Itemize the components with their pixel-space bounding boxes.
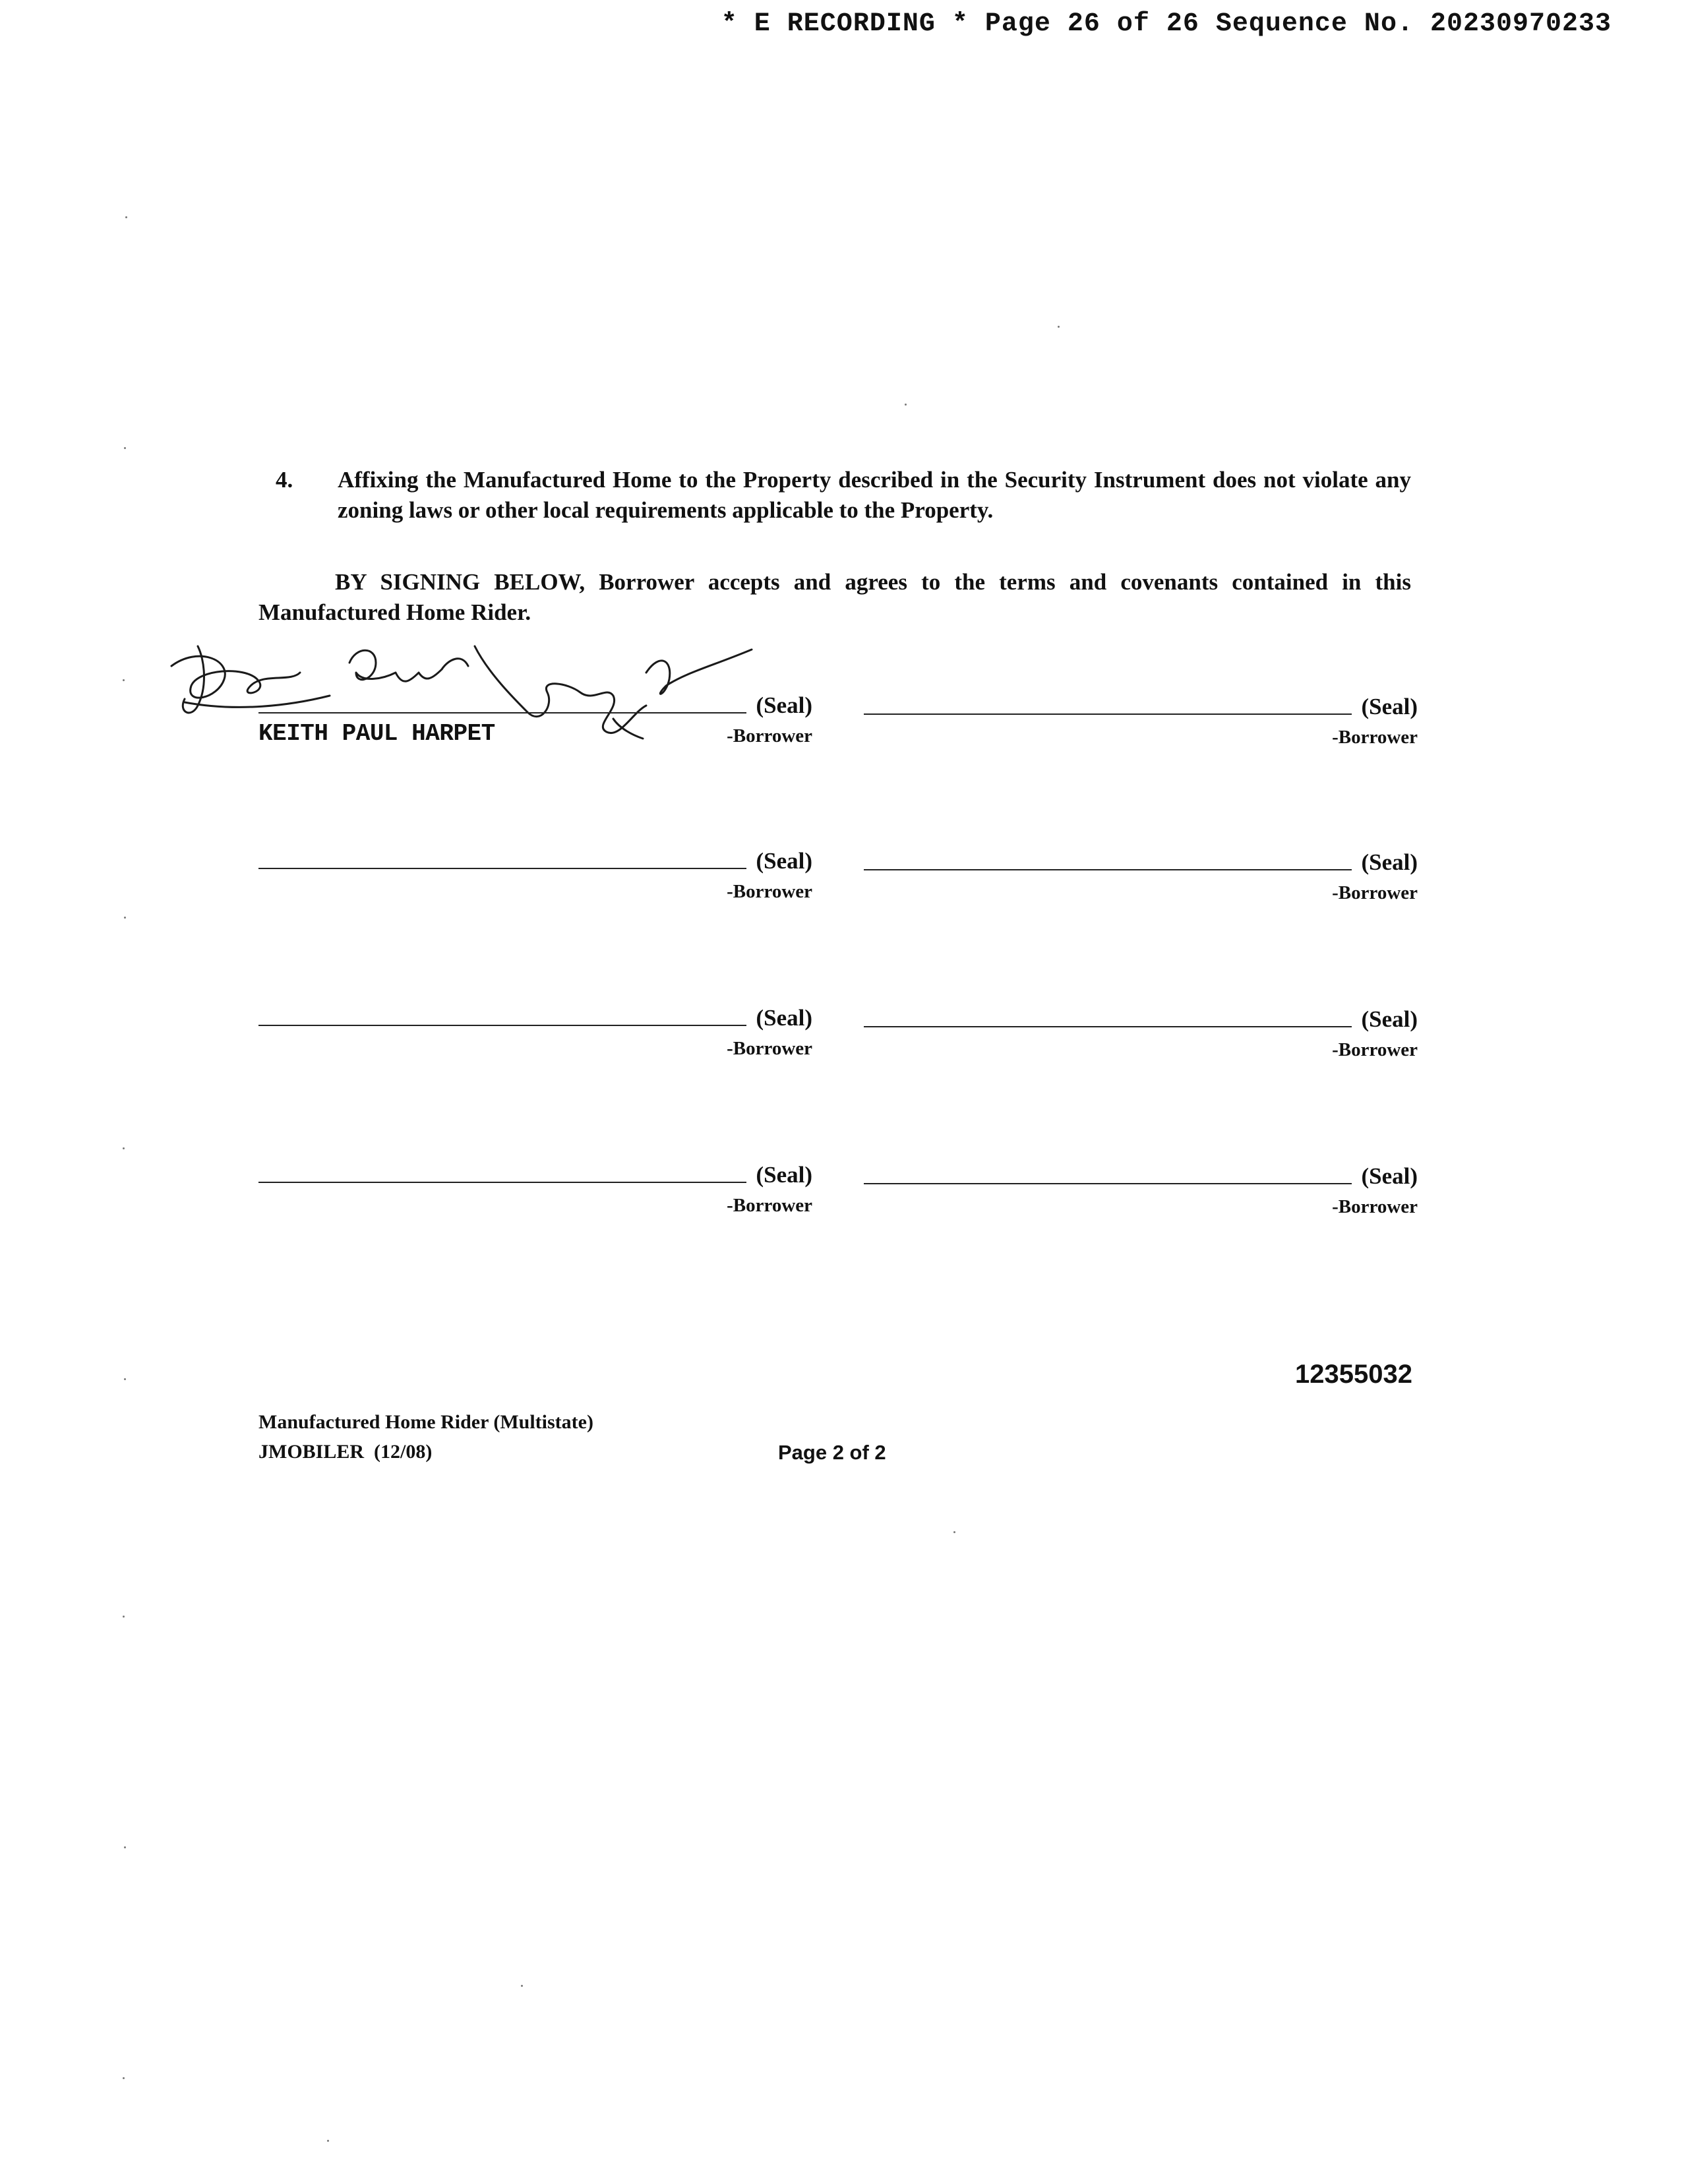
seal-label: (Seal) bbox=[1361, 694, 1418, 719]
page-number: Page 2 of 2 bbox=[778, 1441, 886, 1464]
signature-block-2 bbox=[864, 694, 1418, 760]
borrower-label: -Borrower bbox=[1332, 882, 1418, 903]
scan-speck bbox=[124, 447, 126, 449]
scan-speck bbox=[123, 1147, 125, 1149]
signature-line bbox=[258, 1025, 746, 1026]
scan-speck bbox=[953, 1531, 955, 1533]
form-code: JMOBILER (12/08) bbox=[258, 1441, 433, 1463]
signature-block-8 bbox=[864, 1163, 1418, 1229]
clause-number: 4. bbox=[276, 467, 293, 493]
seal-label: (Seal) bbox=[1361, 1006, 1418, 1032]
signature-line bbox=[258, 1182, 746, 1183]
signature-block-4 bbox=[864, 849, 1418, 915]
scan-speck bbox=[123, 1616, 125, 1618]
signature-line bbox=[864, 1026, 1352, 1027]
loan-number: 12355032 bbox=[1295, 1360, 1412, 1389]
scan-speck bbox=[905, 404, 907, 406]
signature-block-1 bbox=[258, 692, 812, 758]
scan-speck bbox=[123, 2077, 125, 2079]
signature-line bbox=[864, 713, 1352, 715]
borrower-label: -Borrower bbox=[727, 1038, 812, 1059]
clause-4 bbox=[276, 465, 1411, 526]
scan-speck bbox=[125, 216, 127, 218]
seal-label: (Seal) bbox=[1361, 849, 1418, 875]
form-title: Manufactured Home Rider (Multistate) bbox=[258, 1411, 593, 1433]
borrower-label: -Borrower bbox=[727, 1195, 812, 1216]
seal-label: (Seal) bbox=[756, 1162, 812, 1188]
scan-speck bbox=[124, 1846, 126, 1848]
borrower-label: -Borrower bbox=[727, 881, 812, 902]
signing-statement: BY SIGNING BELOW, Borrower accepts and agrees to the terms and covenants contained in this Manufactured Home Rider. bbox=[258, 569, 1411, 625]
borrower-name: KEITH PAUL HARPET bbox=[258, 720, 495, 747]
signature-block-5 bbox=[258, 1005, 812, 1071]
clause-text: Affixing the Manufactured Home to the Property described in the Security Instrument does not violate any zoning laws or other local requirements applicable to the Property. bbox=[338, 467, 1411, 523]
signature-block-3 bbox=[258, 848, 812, 914]
scan-speck bbox=[1058, 326, 1060, 328]
signature-block-7 bbox=[258, 1162, 812, 1228]
signature-line bbox=[864, 869, 1352, 870]
borrower-label: -Borrower bbox=[1332, 1196, 1418, 1217]
scan-speck bbox=[124, 1378, 126, 1380]
signature-block-6 bbox=[864, 1006, 1418, 1072]
recording-header: * E RECORDING * Page 26 of 26 Sequence No. 20230970233 bbox=[721, 9, 1612, 39]
scan-speck bbox=[124, 917, 126, 919]
scan-speck bbox=[327, 2140, 329, 2142]
seal-label: (Seal) bbox=[756, 692, 812, 718]
borrower-label: -Borrower bbox=[1332, 1039, 1418, 1060]
scan-speck bbox=[123, 679, 125, 681]
signature-line bbox=[864, 1183, 1352, 1184]
signature-line bbox=[258, 868, 746, 869]
signature-line bbox=[258, 712, 746, 713]
scan-speck bbox=[521, 1985, 523, 1987]
seal-label: (Seal) bbox=[756, 1005, 812, 1031]
borrower-label: -Borrower bbox=[1332, 727, 1418, 748]
seal-label: (Seal) bbox=[756, 848, 812, 874]
borrower-label: -Borrower bbox=[727, 725, 812, 746]
seal-label: (Seal) bbox=[1361, 1163, 1418, 1189]
